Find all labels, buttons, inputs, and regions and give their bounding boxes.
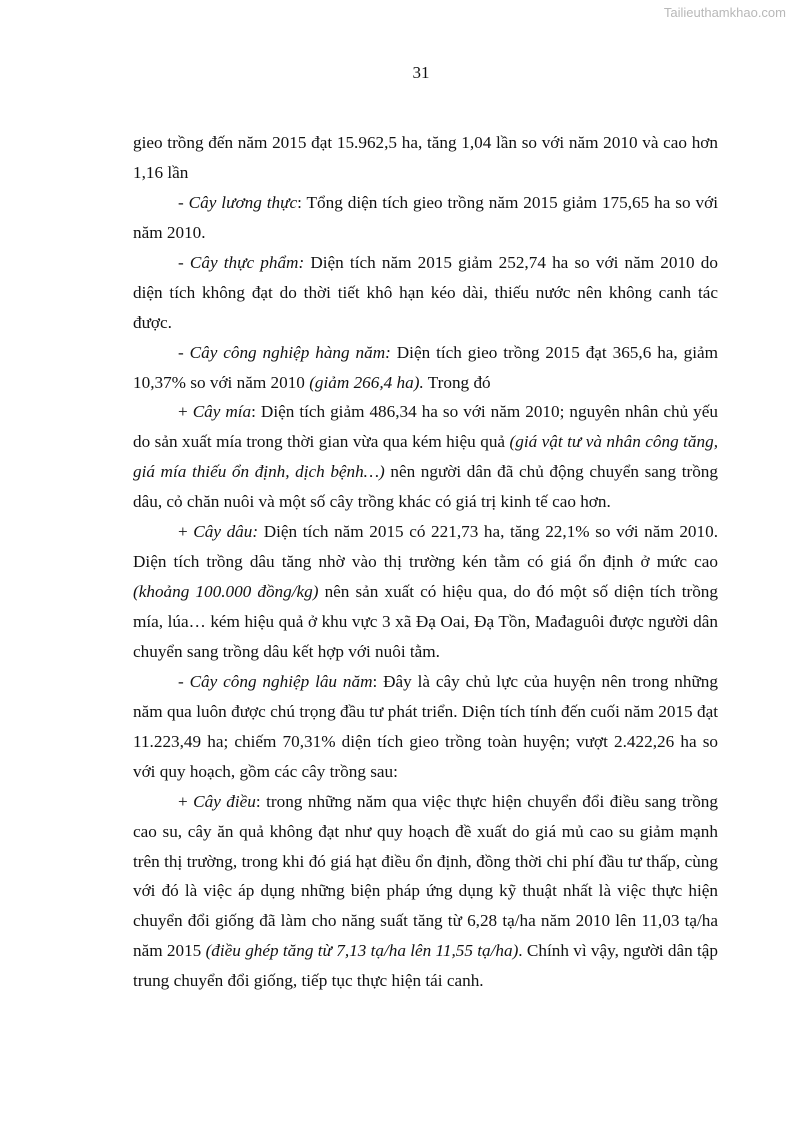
italic-text: (giảm 266,4 ha).: [309, 372, 424, 392]
italic-text: Cây mía: [192, 402, 252, 422]
text: Diện tích năm 2015 có 221,73 ha, tăng 22,1% so với năm 2010. Diện tích trồng dâu tăng nhờ vào thị trường kén tằm có giá ổn định ở mức cao: [133, 522, 718, 572]
text: nên sản xuất có hiệu qua, do đó một số diện tích trồng mía, lúa… kém hiệu quả ở khu vực 3 xã Đạ Oai, Đạ Tồn, Mađaguôi được người dân chuyển sang trồng dâu kết hợp với nuôi tằm.: [133, 582, 718, 661]
paragraph: [133, 787, 718, 997]
text: . Chính vì vậy, người dân tập trung chuyển đổi giống, tiếp tục thực hiện tái canh.: [133, 941, 718, 991]
text: : Đây là cây chủ lực của huyện nên trong những năm qua luôn được chú trọng đầu tư phát triển. Diện tích tính đến cuối năm 2015 đạt 11.223,49 ha; chiếm 70,31% diện tích gieo trồng toàn huyện; vượt 2.422,26 ha so với quy hoạch, gồm các cây trồng sau:: [133, 671, 718, 781]
document-body: [133, 128, 718, 996]
text: -: [178, 671, 190, 691]
text: gieo trồng đến năm 2015 đạt 15.962,5 ha, tăng 1,04 lần so với năm 2010 và cao hơn 1,16 lần: [133, 133, 718, 182]
italic-text: Cây điều: [193, 791, 256, 811]
italic-text: (điều ghép tăng từ 7,13 tạ/ha lên 11,55 tạ/ha): [205, 941, 519, 961]
text: +: [178, 402, 193, 422]
text: : Diện tích giảm 486,34 ha so với năm 2010; nguyên nhân chủ yếu do sản xuất mía trong thời gian vừa qua kém hiệu quả: [133, 402, 718, 452]
italic-text: Cây thực phẩm:: [189, 252, 305, 272]
text: +: [178, 522, 194, 542]
paragraph: [133, 517, 718, 667]
paragraph: [133, 338, 718, 398]
paragraph: [133, 667, 718, 787]
italic-text: Cây lương thực: [188, 192, 298, 212]
page-number: 31: [412, 63, 430, 82]
italic-text: Cây dâu:: [193, 522, 259, 542]
italic-text: (giá vật tư và nhân công tăng, giá mía thiếu ổn định, dịch bệnh…): [133, 432, 719, 482]
italic-text: Cây công nghiệp lâu năm: [189, 671, 373, 691]
text: Diện tích năm 2015 giảm 252,74 ha so với năm 2010 do diện tích không đạt do thời tiết khô hạn kéo dài, thiếu nước nên không canh tác được.: [133, 252, 718, 332]
text: : trong những năm qua việc thực hiện chuyển đổi điều sang trồng cao su, cây ăn quả không đạt như quy hoạch đề xuất do giá mủ cao su giảm mạnh trên thị trường, trong khi đó giá hạt điều ổn định, đồng thời chi phí đầu tư thấp, cùng với đó là việc áp dụng những biện pháp ứng dụng kỹ thuật nhất là việc thực hiện chuyển đổi giống đã làm cho năng suất tăng từ 6,28 tạ/ha năm 2010 lên 11,03 tạ/ha năm 2015: [133, 791, 718, 961]
text: -: [178, 342, 190, 362]
paragraph: [133, 397, 718, 517]
text: -: [178, 192, 189, 212]
paragraph: [133, 128, 718, 188]
text: Trong đó: [423, 372, 491, 392]
italic-text: (khoảng 100.000 đồng/kg): [133, 582, 319, 602]
watermark: Tailieuthamkhao.com: [663, 5, 786, 20]
paragraph: [133, 188, 718, 248]
text: : Tổng diện tích gieo trồng năm 2015 giảm 175,65 ha so với năm 2010.: [133, 192, 718, 242]
text: -: [178, 252, 190, 272]
text: Diện tích gieo trồng 2015 đạt 365,6 ha, giảm 10,37% so với năm 2010: [133, 342, 718, 392]
text: +: [178, 791, 194, 811]
text: nên người dân đã chủ động chuyển sang trồng dâu, cỏ chăn nuôi và một số cây trồng khác có giá trị kinh tế cao hơn.: [133, 462, 718, 512]
paragraph: [133, 248, 718, 338]
italic-text: Cây công nghiệp hàng năm:: [189, 342, 391, 362]
